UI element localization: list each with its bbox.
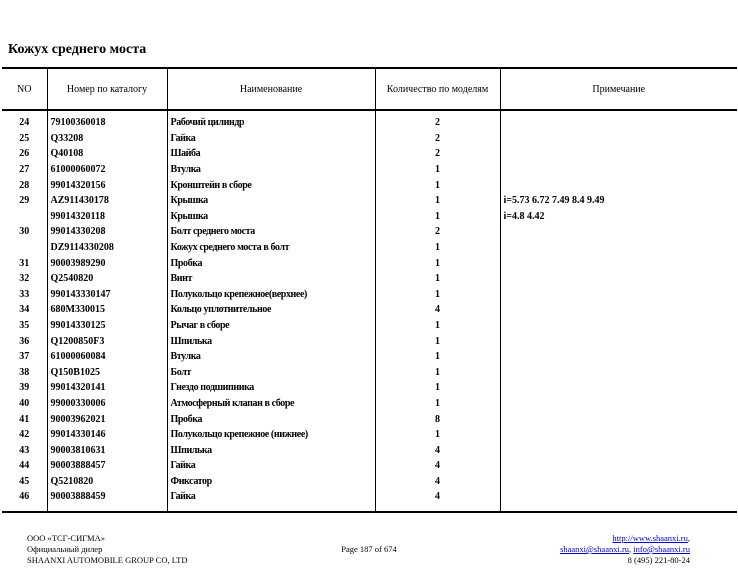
cell-no: 45 <box>2 474 47 490</box>
table-row <box>2 333 737 349</box>
cell-name: Крышка <box>167 193 375 209</box>
cell-catalog-number: Q33208 <box>47 131 167 147</box>
cell-note <box>500 442 737 458</box>
cell-no: 26 <box>2 146 47 162</box>
cell-name: Болт среднего моста <box>167 224 375 240</box>
email-separator: , <box>629 544 634 554</box>
cell-name: Полукольцо крепежное (нижнее) <box>167 427 375 443</box>
cell-note <box>500 333 737 349</box>
cell-name: Шайба <box>167 146 375 162</box>
table-row <box>2 458 737 474</box>
cell-no: 37 <box>2 349 47 365</box>
cell-catalog-number: 99014320156 <box>47 177 167 193</box>
cell-no: 27 <box>2 162 47 178</box>
cell-quantity: 1 <box>375 333 500 349</box>
cell-quantity: 1 <box>375 287 500 303</box>
cell-catalog-number: 90003888457 <box>47 458 167 474</box>
email-link-info[interactable]: info@shaanxi.ru <box>633 544 690 554</box>
parts-table-body <box>2 110 737 512</box>
cell-catalog-number: Q2540820 <box>47 271 167 287</box>
cell-quantity: 2 <box>375 146 500 162</box>
cell-quantity: 4 <box>375 302 500 318</box>
table-row <box>2 396 737 412</box>
cell-note <box>500 474 737 490</box>
header-name: Наименование <box>167 68 375 110</box>
cell-no: 42 <box>2 427 47 443</box>
cell-note: i=5.73 6.72 7.49 8.4 9.49 <box>500 193 737 209</box>
footer-phone: 8 (495) 221-80-24 <box>627 555 690 565</box>
cell-catalog-number: Q40108 <box>47 146 167 162</box>
cell-name: Болт <box>167 365 375 381</box>
cell-note <box>500 349 737 365</box>
cell-quantity: 1 <box>375 193 500 209</box>
table-row <box>2 110 737 131</box>
cell-no: 24 <box>2 110 47 131</box>
cell-name: Винт <box>167 271 375 287</box>
cell-name: Втулка <box>167 162 375 178</box>
table-row <box>2 489 737 512</box>
footer-contacts <box>560 533 690 566</box>
table-row <box>2 287 737 303</box>
cell-no <box>2 209 47 225</box>
cell-no: 44 <box>2 458 47 474</box>
website-link[interactable]: http://www.shaanxi.ru <box>612 533 688 543</box>
header-note: Примечание <box>500 68 737 110</box>
table-row <box>2 255 737 271</box>
cell-no <box>2 240 47 256</box>
cell-name: Гайка <box>167 131 375 147</box>
cell-quantity: 1 <box>375 240 500 256</box>
cell-quantity: 4 <box>375 474 500 490</box>
cell-quantity: 1 <box>375 271 500 287</box>
cell-quantity: 1 <box>375 162 500 178</box>
cell-quantity: 1 <box>375 209 500 225</box>
cell-catalog-number: 61000060084 <box>47 349 167 365</box>
cell-note <box>500 271 737 287</box>
table-row <box>2 177 737 193</box>
table-row <box>2 411 737 427</box>
cell-no: 30 <box>2 224 47 240</box>
cell-name: Гайка <box>167 458 375 474</box>
cell-quantity: 1 <box>375 255 500 271</box>
cell-catalog-number: 79100360018 <box>47 110 167 131</box>
cell-quantity: 1 <box>375 396 500 412</box>
cell-name: Рычаг в сборе <box>167 318 375 334</box>
cell-name: Шпилька <box>167 333 375 349</box>
cell-quantity: 1 <box>375 318 500 334</box>
cell-catalog-number: 61000060072 <box>47 162 167 178</box>
cell-name: Гайка <box>167 489 375 512</box>
cell-quantity: 1 <box>375 349 500 365</box>
header-no: NO <box>2 68 47 110</box>
cell-name: Полукольцо крепежное(верхнее) <box>167 287 375 303</box>
table-row <box>2 318 737 334</box>
table-row <box>2 146 737 162</box>
cell-note <box>500 110 737 131</box>
cell-name: Пробка <box>167 255 375 271</box>
cell-quantity: 1 <box>375 365 500 381</box>
cell-quantity: 8 <box>375 411 500 427</box>
table-row <box>2 302 737 318</box>
cell-note <box>500 287 737 303</box>
cell-name: Втулка <box>167 349 375 365</box>
cell-catalog-number: AZ911430178 <box>47 193 167 209</box>
cell-note <box>500 380 737 396</box>
cell-note <box>500 427 737 443</box>
cell-note <box>500 365 737 381</box>
table-row <box>2 131 737 147</box>
header-quantity: Количество по моделям <box>375 68 500 110</box>
cell-catalog-number: 90003989290 <box>47 255 167 271</box>
cell-no: 34 <box>2 302 47 318</box>
cell-catalog-number: 90003962021 <box>47 411 167 427</box>
parts-table <box>2 67 737 513</box>
cell-note <box>500 162 737 178</box>
cell-catalog-number: 99014320118 <box>47 209 167 225</box>
cell-no: 32 <box>2 271 47 287</box>
cell-catalog-number: Q5210820 <box>47 474 167 490</box>
table-row <box>2 240 737 256</box>
cell-note <box>500 131 737 147</box>
cell-quantity: 4 <box>375 458 500 474</box>
cell-note <box>500 177 737 193</box>
cell-note <box>500 146 737 162</box>
website-suffix: , <box>687 533 690 543</box>
cell-no: 31 <box>2 255 47 271</box>
cell-name: Кольцо уплотнительное <box>167 302 375 318</box>
cell-name: Крышка <box>167 209 375 225</box>
table-row <box>2 474 737 490</box>
cell-catalog-number: 99014330208 <box>47 224 167 240</box>
cell-note <box>500 489 737 512</box>
table-row <box>2 349 737 365</box>
cell-quantity: 1 <box>375 380 500 396</box>
cell-note <box>500 318 737 334</box>
table-row <box>2 380 737 396</box>
cell-note <box>500 255 737 271</box>
cell-catalog-number: 90003888459 <box>47 489 167 512</box>
cell-quantity: 2 <box>375 131 500 147</box>
table-row <box>2 365 737 381</box>
cell-catalog-number: Q1200850F3 <box>47 333 167 349</box>
cell-quantity: 2 <box>375 110 500 131</box>
cell-name: Кронштейн в сборе <box>167 177 375 193</box>
email-link-shaanxi[interactable]: shaanxi@shaanxi.ru <box>560 544 630 554</box>
cell-quantity: 1 <box>375 427 500 443</box>
cell-no: 33 <box>2 287 47 303</box>
cell-no: 41 <box>2 411 47 427</box>
footer-group-name: SHAANXI AUTOMOBILE GROUP CO, LTD <box>27 555 188 565</box>
cell-name: Фиксатор <box>167 474 375 490</box>
cell-name: Гнездо подшипника <box>167 380 375 396</box>
cell-catalog-number: 99014320141 <box>47 380 167 396</box>
cell-name: Шпилька <box>167 442 375 458</box>
cell-catalog-number: 680M330015 <box>47 302 167 318</box>
table-header-row <box>2 68 737 110</box>
cell-note: i=4.8 4.42 <box>500 209 737 225</box>
table-row <box>2 162 737 178</box>
cell-catalog-number: 99014330146 <box>47 427 167 443</box>
cell-note <box>500 302 737 318</box>
cell-no: 38 <box>2 365 47 381</box>
cell-catalog-number: 90003810631 <box>47 442 167 458</box>
cell-catalog-number: 99014330125 <box>47 318 167 334</box>
table-row <box>2 224 737 240</box>
page-number: Page 187 of 674 <box>341 544 397 554</box>
table-row <box>2 442 737 458</box>
footer-company-name: ООО «ТСГ-СИГМА» <box>27 533 105 543</box>
cell-quantity: 4 <box>375 442 500 458</box>
header-catalog-number: Номер по каталогу <box>47 68 167 110</box>
table-row <box>2 427 737 443</box>
cell-no: 25 <box>2 131 47 147</box>
table-row <box>2 193 737 209</box>
cell-name: Кожух среднего моста в болт <box>167 240 375 256</box>
table-row <box>2 271 737 287</box>
footer-dealer-text: Официальный дилер <box>27 544 103 554</box>
cell-name: Пробка <box>167 411 375 427</box>
cell-no: 35 <box>2 318 47 334</box>
cell-catalog-number: 990143330147 <box>47 287 167 303</box>
cell-no: 36 <box>2 333 47 349</box>
table-row <box>2 209 737 225</box>
cell-note <box>500 411 737 427</box>
cell-no: 40 <box>2 396 47 412</box>
cell-no: 43 <box>2 442 47 458</box>
cell-note <box>500 224 737 240</box>
cell-quantity: 1 <box>375 177 500 193</box>
cell-no: 29 <box>2 193 47 209</box>
cell-catalog-number: DZ9114330208 <box>47 240 167 256</box>
cell-note <box>500 396 737 412</box>
cell-quantity: 2 <box>375 224 500 240</box>
cell-no: 39 <box>2 380 47 396</box>
cell-no: 28 <box>2 177 47 193</box>
cell-name: Атмосферный клапан в сборе <box>167 396 375 412</box>
cell-note <box>500 240 737 256</box>
cell-note <box>500 458 737 474</box>
cell-name: Рабочий цилиндр <box>167 110 375 131</box>
cell-catalog-number: Q150B1025 <box>47 365 167 381</box>
cell-quantity: 4 <box>375 489 500 512</box>
cell-no: 46 <box>2 489 47 512</box>
cell-catalog-number: 99000330006 <box>47 396 167 412</box>
page-title: Кожух среднего моста <box>8 42 147 57</box>
